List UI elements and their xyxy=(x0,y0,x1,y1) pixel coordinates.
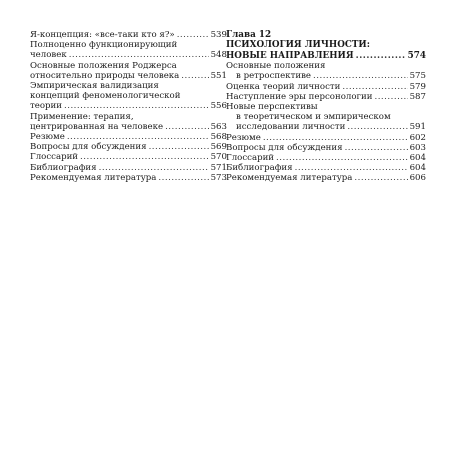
toc-leader-dots xyxy=(64,101,209,111)
toc-entry-title: Рекомендуемая литература xyxy=(226,173,353,184)
toc-leader-dots xyxy=(80,152,209,162)
toc-entry-title: человек xyxy=(30,50,67,61)
toc-entry-title: теории xyxy=(30,101,62,112)
toc-page-number: 569 xyxy=(210,142,227,153)
chapter-title-line xyxy=(226,51,426,61)
toc-entry-line xyxy=(30,71,227,81)
toc-page-number: 604 xyxy=(409,163,426,174)
toc-entry-line xyxy=(30,173,227,183)
toc-entry xyxy=(30,163,227,173)
toc-entry-title: Библиография xyxy=(226,163,293,174)
chapter-title-text: НОВЫЕ НАПРАВЛЕНИЯ xyxy=(226,50,354,61)
toc-page-number: 571 xyxy=(210,162,227,173)
toc-entry-title: Библиография xyxy=(30,162,97,173)
toc-entry-line xyxy=(30,30,227,40)
toc-entry xyxy=(30,112,227,132)
toc-entry xyxy=(30,61,227,81)
toc-leader-dots xyxy=(67,132,209,142)
toc-entry-title: Вопросы для обсуждения xyxy=(226,142,343,153)
toc-entry-line xyxy=(226,153,426,163)
toc-entry-title: Резюме xyxy=(226,132,261,143)
toc-entry xyxy=(30,142,227,152)
toc-page-number: 573 xyxy=(210,172,227,183)
toc-entry-title: Вопросы для обсуждения xyxy=(30,142,147,153)
toc-leader-dots xyxy=(356,51,406,61)
toc-entry-title: Наступление эры персонологии xyxy=(226,91,373,102)
toc-entry-title: центрированная на человеке xyxy=(30,121,164,132)
toc-leader-dots xyxy=(149,142,209,152)
toc-page-number: 604 xyxy=(409,153,426,164)
toc-page-number: 568 xyxy=(210,132,227,143)
toc-entry-title: Эмпирическая валидизация xyxy=(30,81,159,92)
toc-page-number: 575 xyxy=(409,71,426,82)
toc-leader-dots xyxy=(165,122,209,132)
toc-page-number: 587 xyxy=(409,91,426,102)
toc-entry-title: Рекомендуемая литература xyxy=(30,172,157,183)
toc-page-number: 551 xyxy=(210,70,227,81)
toc-right-column xyxy=(226,30,426,184)
toc-entry-line xyxy=(226,82,426,92)
toc-entry-line xyxy=(226,71,426,81)
toc-left-column xyxy=(30,30,227,183)
toc-entry-title: Глоссарий xyxy=(226,153,275,164)
toc-page-number: 602 xyxy=(409,132,426,143)
toc-entry xyxy=(226,92,426,102)
toc-leader-dots xyxy=(345,143,408,153)
toc-entry xyxy=(226,61,426,81)
toc-entry xyxy=(226,153,426,163)
toc-page-number: 556 xyxy=(210,101,227,112)
toc-entry-title: Глоссарий xyxy=(30,152,79,163)
toc-leader-dots xyxy=(295,163,408,173)
toc-entry xyxy=(30,81,227,112)
toc-leader-dots xyxy=(99,163,209,173)
toc-leader-dots xyxy=(69,50,209,60)
toc-page-number: 563 xyxy=(210,121,227,132)
toc-entry-title: Основные положения Роджерса xyxy=(30,60,177,71)
toc-entry-title: в теоретическом и эмпирическом xyxy=(236,112,391,123)
toc-entry-title: Полноценно функционирующий xyxy=(30,40,178,51)
chapter-title-text: ПСИХОЛОГИЯ ЛИЧНОСТИ: xyxy=(226,40,370,51)
toc-leader-dots xyxy=(354,173,407,183)
toc-entry-line xyxy=(30,101,227,111)
toc-page-number: 548 xyxy=(210,50,227,61)
toc-page-number: 539 xyxy=(210,30,227,40)
toc-entry-title: Новые перспективы xyxy=(226,102,318,113)
toc-entry xyxy=(30,173,227,183)
toc-entry xyxy=(30,132,227,142)
chapter-page-number: 574 xyxy=(407,50,426,61)
chapter-title xyxy=(226,40,426,61)
toc-entry xyxy=(226,173,426,183)
toc-entry-line xyxy=(30,163,227,173)
toc-entry xyxy=(226,163,426,173)
toc-entry-line xyxy=(30,50,227,60)
toc-entry-line xyxy=(226,173,426,183)
toc-page-number: 591 xyxy=(409,122,426,133)
toc-right-entries xyxy=(226,61,426,183)
toc-entry-title: Оценка теорий личности xyxy=(226,81,341,92)
toc-leader-dots xyxy=(177,30,209,40)
toc-leader-dots xyxy=(181,71,208,81)
toc-entry-title: в ретроспективе xyxy=(236,71,311,82)
toc-entry-title: относительно природы человека xyxy=(30,70,180,81)
toc-leader-dots xyxy=(342,82,407,92)
toc-entry xyxy=(226,102,426,133)
toc-entry-line xyxy=(30,122,227,132)
toc-entry-title: Основные положения xyxy=(226,61,326,72)
toc-entry-title: Применение: терапия, xyxy=(30,111,134,122)
toc-page-number: 606 xyxy=(409,173,426,184)
toc-entry-title: исследовании личности xyxy=(236,122,346,133)
toc-entry-line xyxy=(226,92,426,102)
toc-entry xyxy=(226,133,426,143)
toc-entry-title: Резюме xyxy=(30,132,65,143)
toc-entry-line xyxy=(226,163,426,173)
toc-entry-line xyxy=(30,152,227,162)
toc-entry-line xyxy=(226,143,426,153)
toc-leader-dots xyxy=(263,133,408,143)
toc-entry xyxy=(226,143,426,153)
toc-entry xyxy=(226,82,426,92)
toc-leader-dots xyxy=(374,92,407,102)
toc-page-number: 579 xyxy=(409,81,426,92)
toc-entry xyxy=(30,40,227,60)
toc-leader-dots xyxy=(313,71,408,81)
toc-entry-line xyxy=(30,132,227,142)
toc-leader-dots xyxy=(158,173,208,183)
toc-page-number: 570 xyxy=(210,152,227,163)
toc-entry xyxy=(30,30,227,40)
toc-leader-dots xyxy=(347,122,407,132)
toc-entry-line xyxy=(226,133,426,143)
toc-leader-dots xyxy=(276,153,408,163)
toc-entry-line xyxy=(30,142,227,152)
toc-page-number: 603 xyxy=(409,142,426,153)
toc-entry xyxy=(30,152,227,162)
toc-entry-title: концепций феноменологической xyxy=(30,91,181,102)
toc-entry-line xyxy=(226,122,426,132)
chapter-label: Глава 12 xyxy=(226,30,272,40)
toc-entry-title: Я-концепция: «все-таки кто я?» xyxy=(30,30,175,40)
